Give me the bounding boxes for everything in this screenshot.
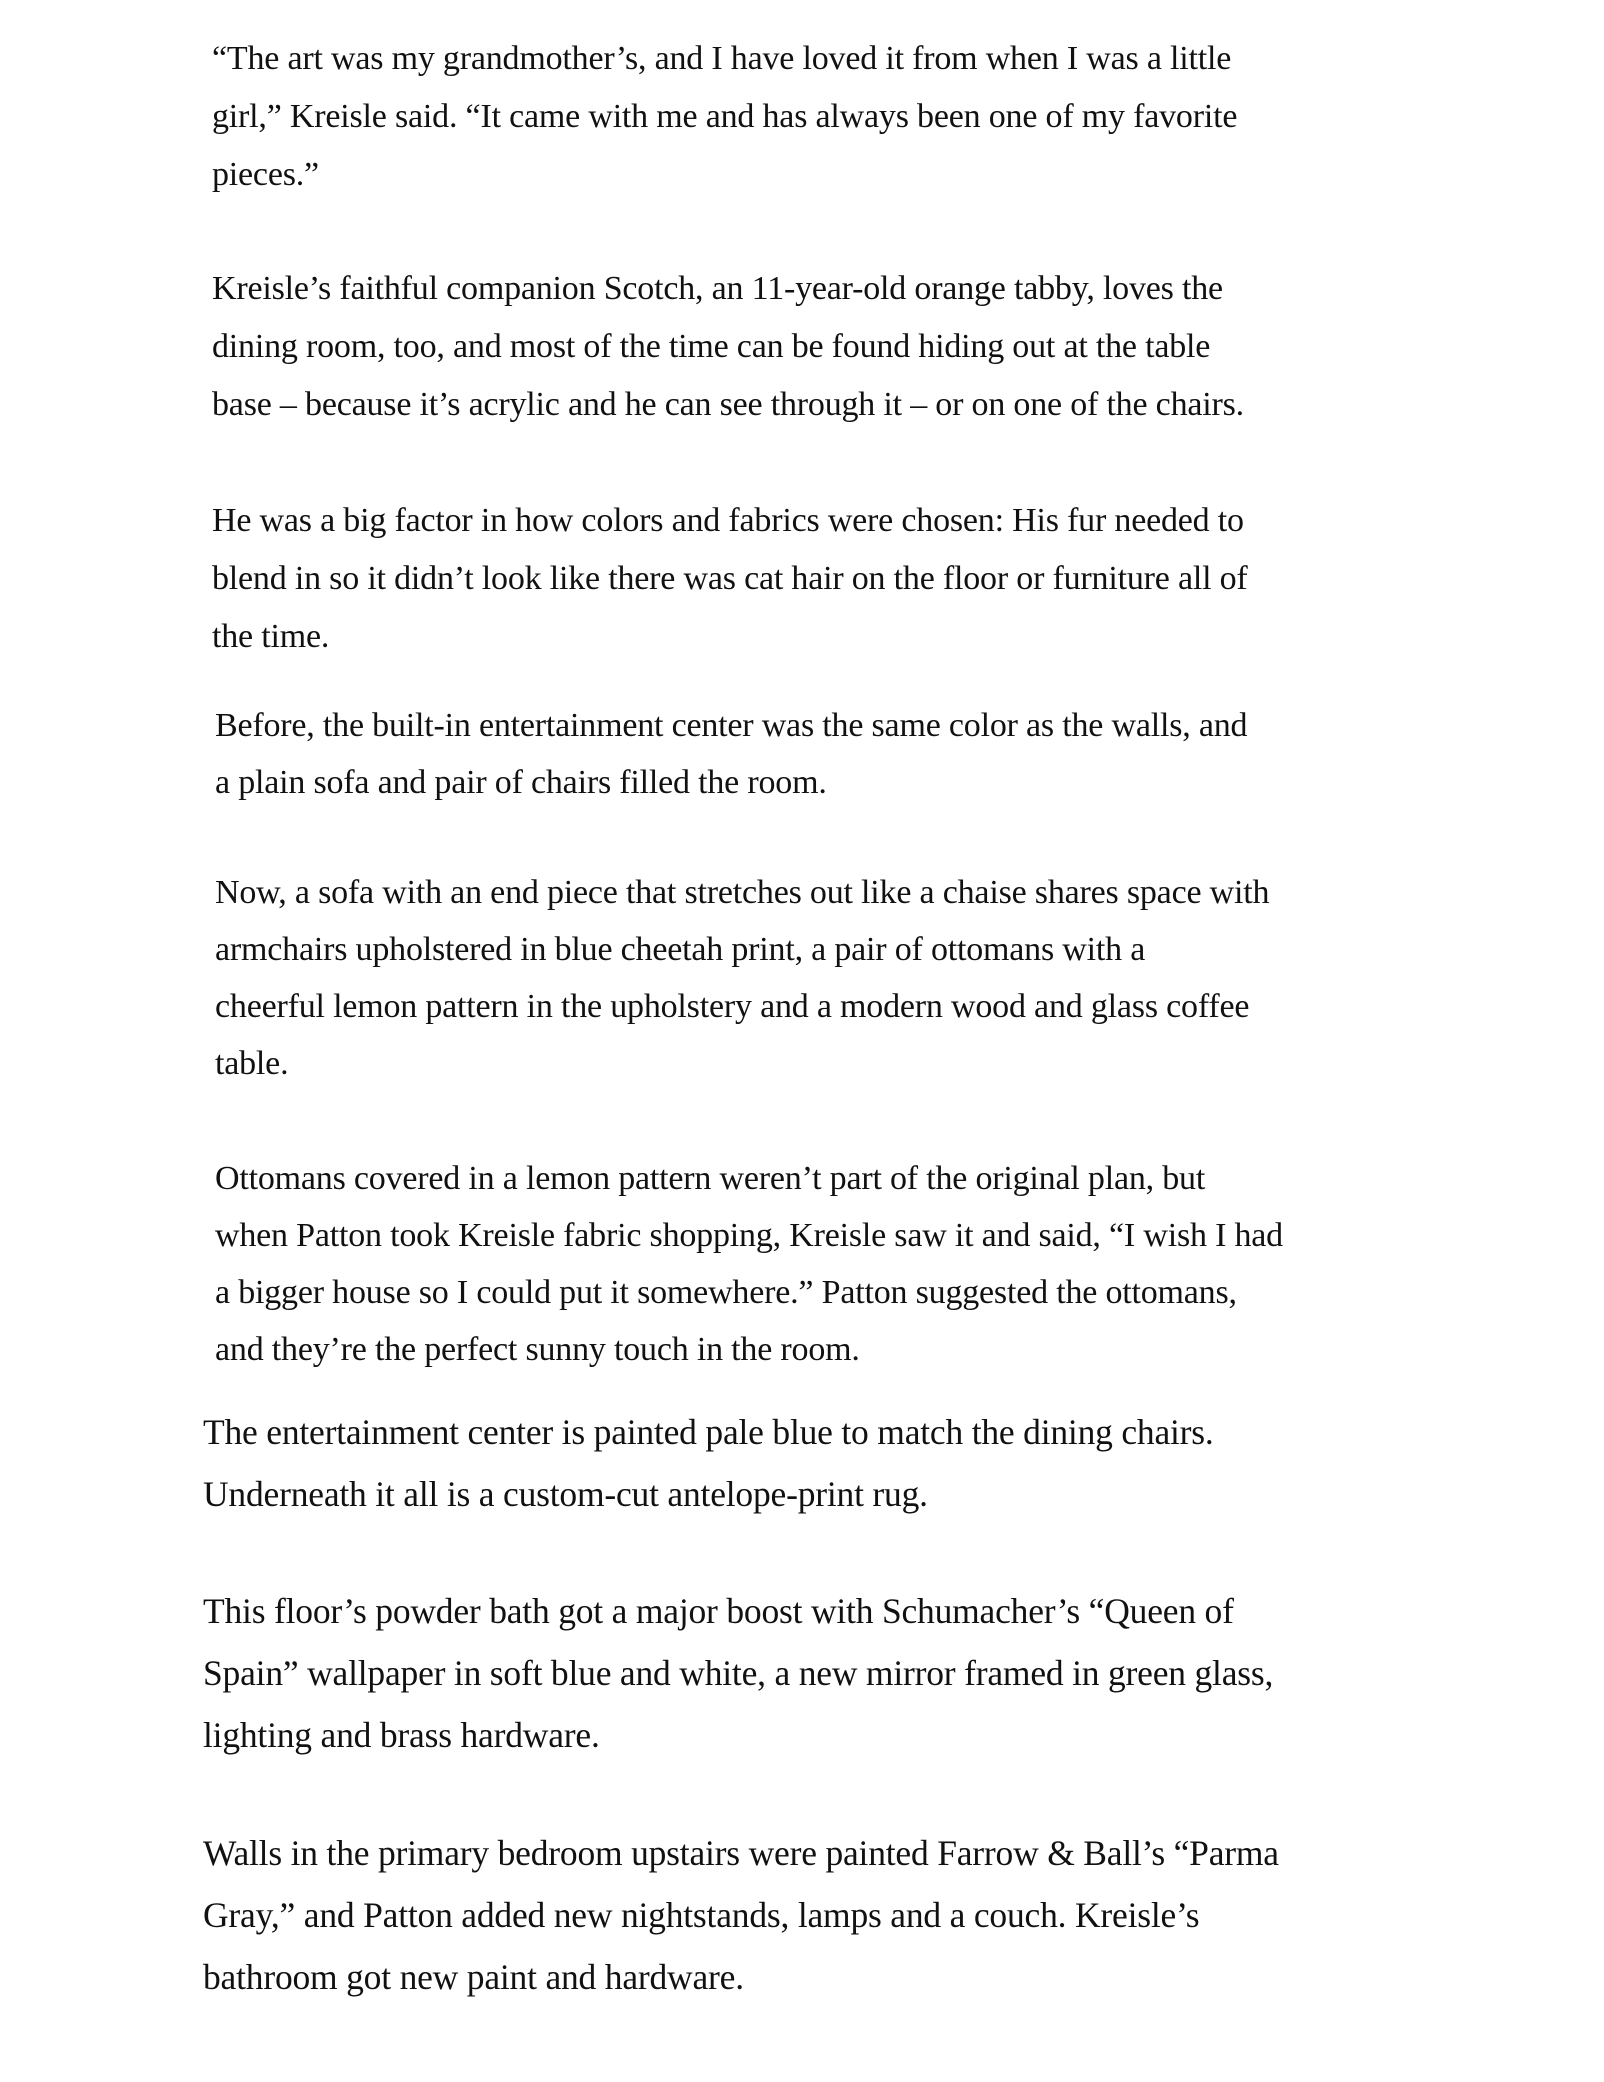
text-line: a plain sofa and pair of chairs filled the room. (215, 764, 827, 801)
text-line: cheerful lemon pattern in the upholstery and a modern wood and glass coffee (215, 988, 1250, 1025)
paragraph-scotch-cat (212, 260, 1412, 434)
text-line: Spain” wallpaper in soft blue and white, a new mirror framed in green glass, (203, 1653, 1274, 1693)
text-line: and they’re the perfect sunny touch in the room. (215, 1331, 860, 1368)
paragraph-primary-bedroom (203, 1822, 1453, 2008)
text-line: a bigger house so I could put it somewhere.” Patton suggested the ottomans, (215, 1274, 1237, 1311)
text-line: when Patton took Kreisle fabric shopping, Kreisle saw it and said, “I wish I had (215, 1217, 1283, 1254)
paragraph-colors-fabrics (212, 492, 1412, 666)
paragraph-powder-bath (203, 1580, 1453, 1766)
paragraph-grandmother-art (212, 30, 1412, 204)
paragraph-before (215, 697, 1415, 811)
text-line: Now, a sofa with an end piece that stretches out like a chaise shares space with (215, 874, 1270, 911)
text-line: dining room, too, and most of the time can be found hiding out at the table (212, 328, 1211, 365)
text-line: Ottomans covered in a lemon pattern weren’t part of the original plan, but (215, 1160, 1206, 1197)
text-line: the time. (212, 618, 330, 655)
text-line: bathroom got new paint and hardware. (203, 1957, 744, 1997)
text-line: He was a big factor in how colors and fabrics were chosen: His fur needed to (212, 502, 1244, 539)
text-line: “The art was my grandmother’s, and I have loved it from when I was a little (212, 40, 1232, 77)
text-line: Underneath it all is a custom-cut antelope-print rug. (203, 1474, 928, 1514)
paragraph-now-sofa (215, 864, 1415, 1092)
text-line: Walls in the primary bedroom upstairs were painted Farrow & Ball’s “Parma (203, 1833, 1279, 1873)
text-line: pieces.” (212, 156, 319, 193)
paragraph-ottomans (215, 1150, 1415, 1378)
text-line: blend in so it didn’t look like there was cat hair on the floor or furniture all of (212, 560, 1248, 597)
text-line: table. (215, 1045, 289, 1082)
text-line: Before, the built-in entertainment center was the same color as the walls, and (215, 707, 1248, 744)
text-line: Gray,” and Patton added new nightstands, lamps and a couch. Kreisle’s (203, 1895, 1200, 1935)
text-line: This floor’s powder bath got a major boost with Schumacher’s “Queen of (203, 1591, 1234, 1631)
text-line: lighting and brass hardware. (203, 1715, 600, 1755)
paragraph-entertainment-center (203, 1401, 1453, 1525)
text-line: Kreisle’s faithful companion Scotch, an 11-year-old orange tabby, loves the (212, 270, 1223, 307)
text-line: The entertainment center is painted pale blue to match the dining chairs. (203, 1412, 1214, 1452)
text-line: armchairs upholstered in blue cheetah print, a pair of ottomans with a (215, 931, 1146, 968)
text-line: base – because it’s acrylic and he can see through it – or on one of the chairs. (212, 386, 1244, 423)
text-line: girl,” Kreisle said. “It came with me and has always been one of my favorite (212, 98, 1238, 135)
